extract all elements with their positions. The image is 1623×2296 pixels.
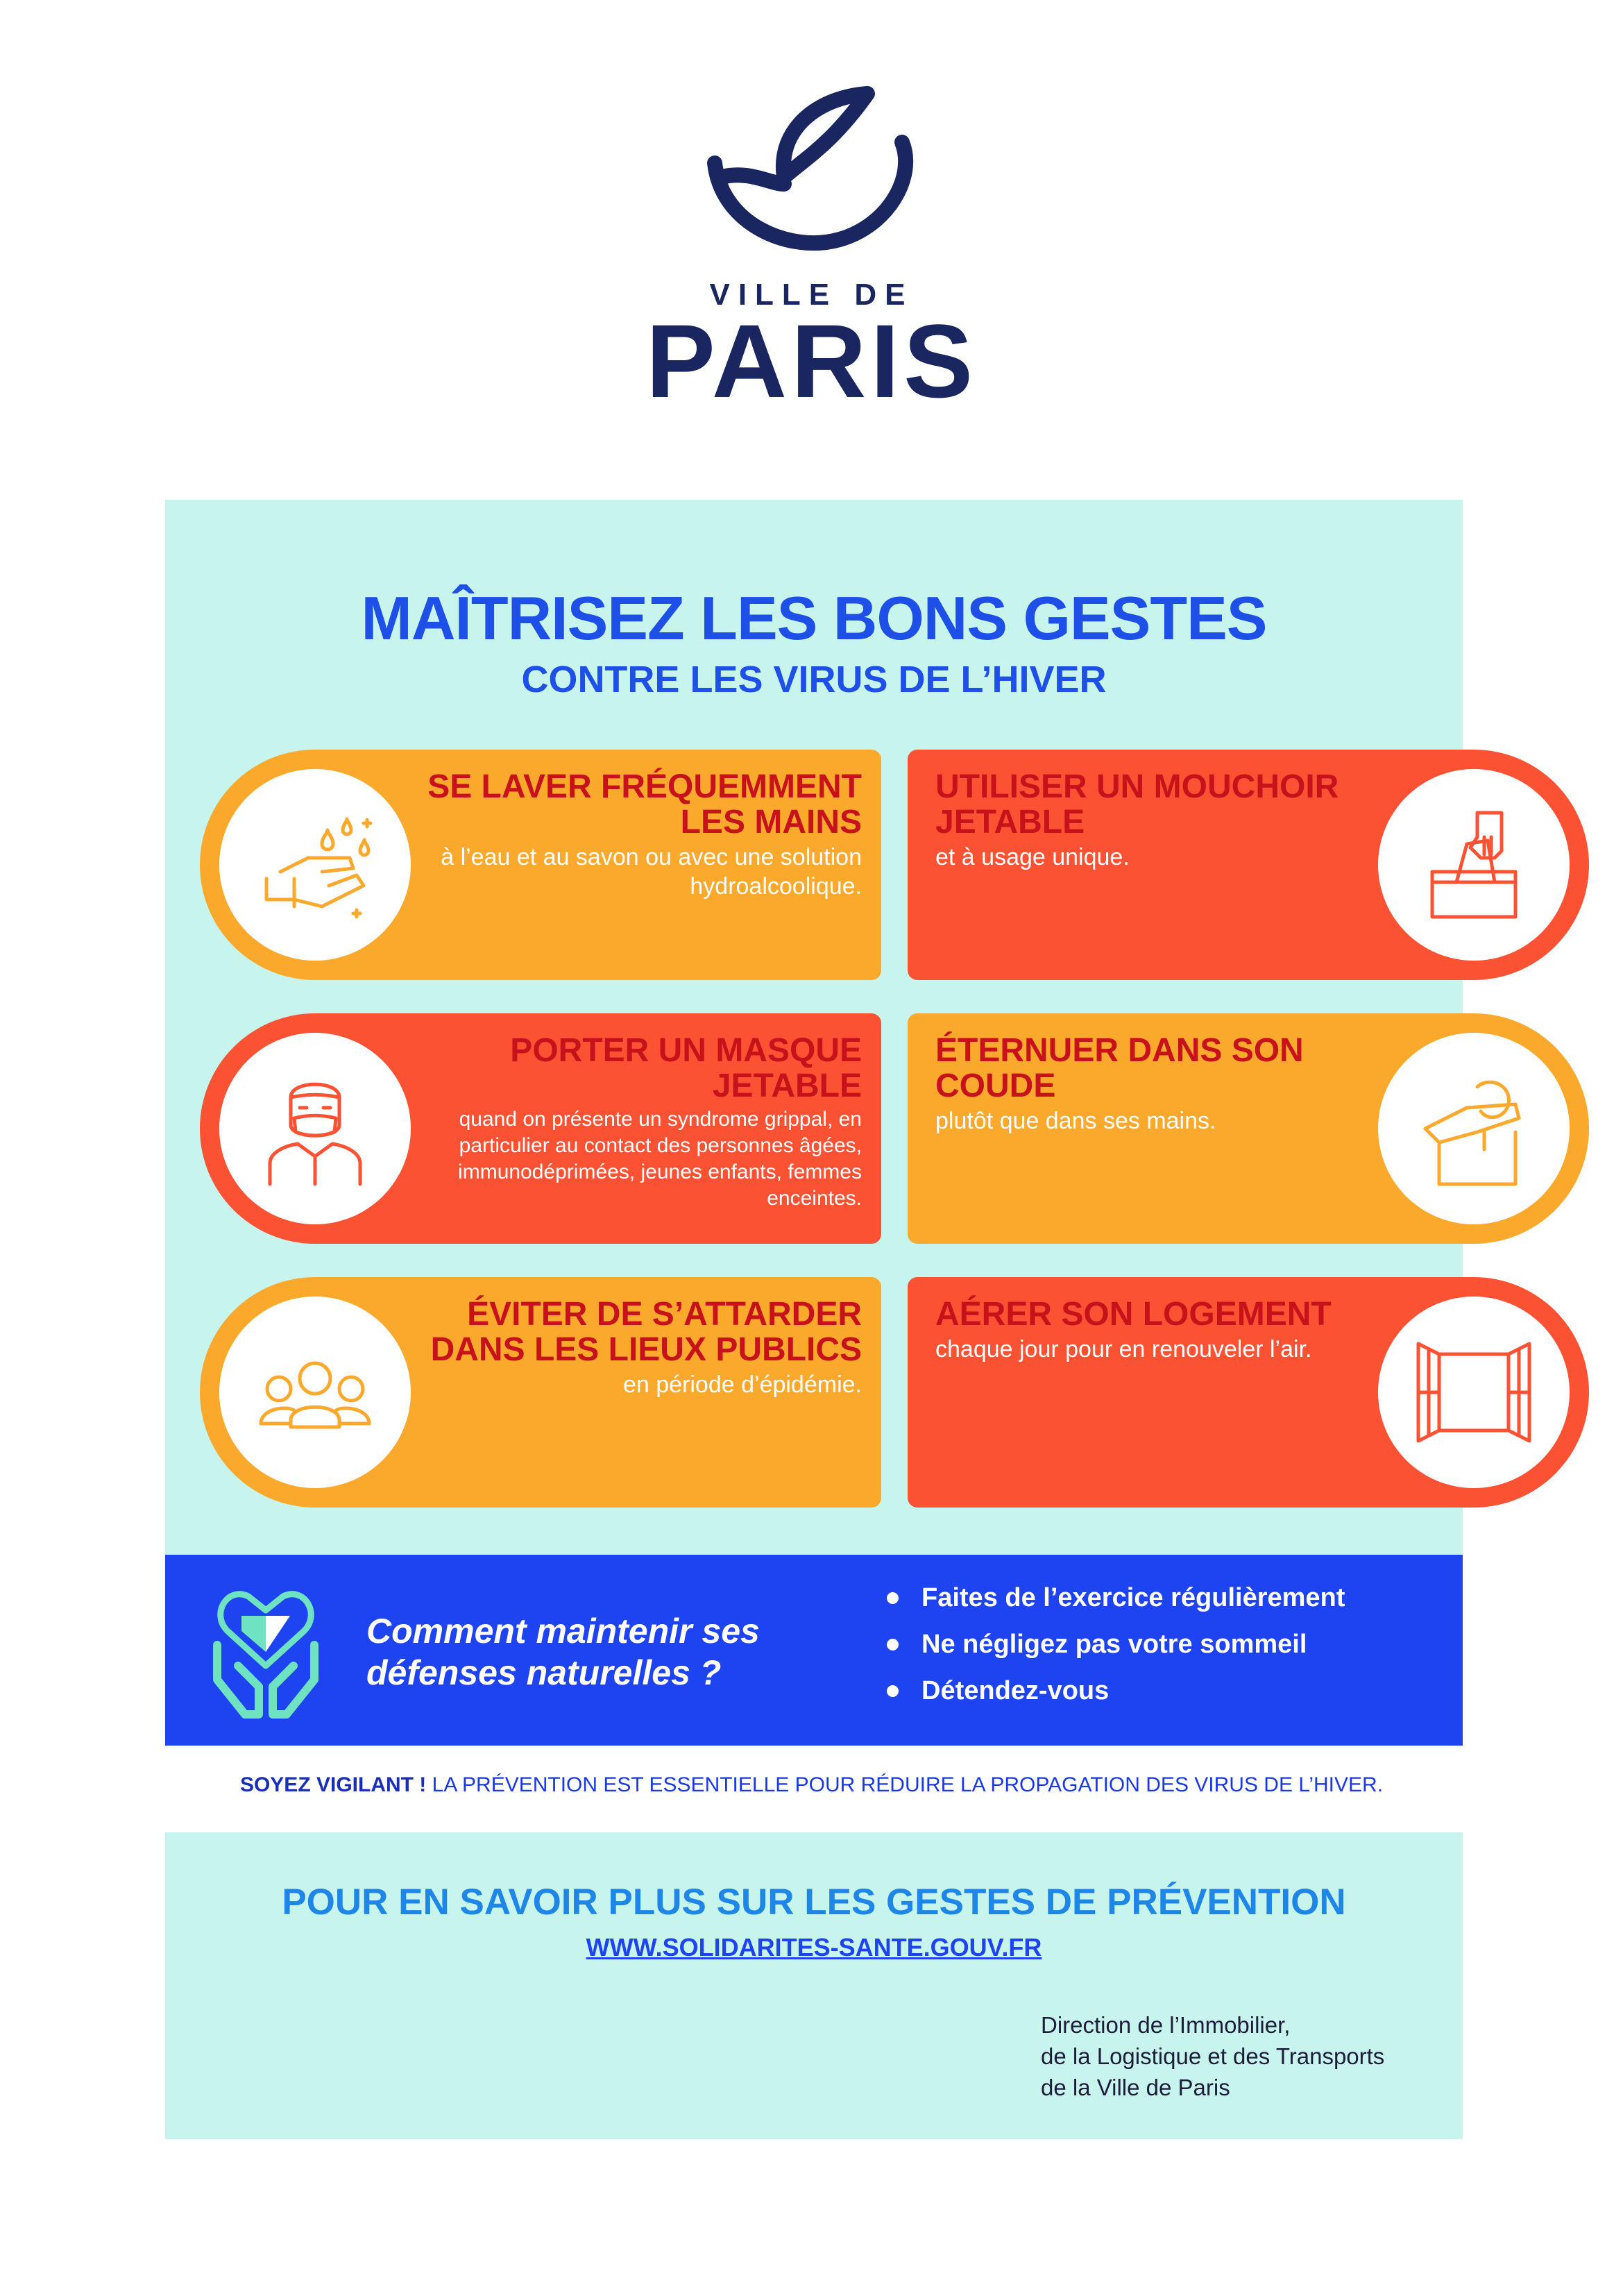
defenses-item: Faites de l’exercice régulièrement: [887, 1584, 1442, 1612]
logo-ville-de: VILLE DE: [709, 278, 914, 312]
hand-washing-icon: [219, 769, 411, 961]
vigilance-text: LA PRÉVENTION EST ESSENTIELLE POUR RÉDUIRE LA PROPAGATION DES VIRUS DE L’HIVER.: [432, 1773, 1384, 1796]
card-heading: PORTER UN MASQUE JETABLE: [510, 1032, 862, 1104]
card-heading: SE LAVER FRÉQUEMMENT LES MAINS: [427, 768, 862, 841]
card-text: [418, 1033, 862, 1212]
solidarites-sante-link[interactable]: WWW.SOLIDARITES-SANTE.GOUV.FR: [586, 1933, 1042, 1961]
defenses-band: [165, 1555, 1463, 1746]
main-subtitle: CONTRE LES VIRUS DE L’HIVER: [521, 659, 1107, 700]
open-window-icon: [1378, 1297, 1570, 1488]
card-text: [935, 1297, 1366, 1364]
defenses-question: Comment maintenir ses défenses naturelles ?: [366, 1612, 760, 1692]
sneeze-elbow-icon: [1378, 1033, 1570, 1224]
credit-line: Direction de l’Immobilier,: [1041, 2012, 1291, 2038]
info-title: POUR EN SAVOIR PLUS SUR LES GESTES DE PRÉVENTION: [282, 1882, 1346, 1923]
gestes-panel: [165, 500, 1463, 1555]
card-wash-hands: [200, 750, 902, 980]
info-panel: [165, 1832, 1463, 2139]
card-heading: AÉRER SON LOGEMENT: [935, 1296, 1332, 1333]
card-mask: [200, 1013, 902, 1244]
card-sneeze: [908, 1013, 1610, 1244]
defenses-item: Ne négligez pas votre sommeil: [887, 1630, 1442, 1658]
card-ventilate: [908, 1277, 1610, 1508]
credit-line: de la Logistique et des Transports: [1041, 2043, 1385, 2069]
credit-block: [1041, 2009, 1457, 2103]
card-text: [418, 769, 862, 901]
card-heading: ÉTERNUER DANS SON COUDE: [935, 1032, 1304, 1104]
ville-de-paris-logo: [694, 80, 930, 267]
card-heading: UTILISER UN MOUCHOIR JETABLE: [935, 768, 1339, 841]
face-mask-icon: [219, 1033, 411, 1224]
card-heading: ÉVITER DE S’ATTARDER DANS LES LIEUX PUBLICS: [430, 1296, 862, 1368]
card-description: à l’eau et au savon ou avec une solution hydroalcoolique.: [441, 844, 862, 900]
vigilance-bold: SOYEZ VIGILANT !: [239, 1773, 427, 1796]
card-description: en période d’épidémie.: [622, 1371, 862, 1398]
main-title: MAÎTRISEZ LES BONS GESTES: [361, 584, 1267, 652]
vigilance-line: [0, 1773, 1623, 1797]
card-description: et à usage unique.: [935, 844, 1130, 870]
card-description: quand on présente un syndrome grippal, en particulier au contact des personnes âgées, immunodéprimées, jeunes enfants, femmes enceintes.: [458, 1108, 862, 1210]
card-tissue: [908, 750, 1610, 980]
heart-hands-icon: [207, 1582, 325, 1721]
card-public-places: [200, 1277, 902, 1508]
card-description: plutôt que dans ses mains.: [935, 1108, 1216, 1134]
defenses-list: [887, 1584, 1442, 1723]
logo-paris: PARIS: [645, 303, 978, 419]
card-text: [935, 1033, 1366, 1136]
card-description: chaque jour pour en renouveler l’air.: [935, 1336, 1312, 1362]
credit-line: de la Ville de Paris: [1041, 2075, 1230, 2100]
tissue-box-icon: [1378, 769, 1570, 961]
defenses-item: Détendez-vous: [887, 1677, 1442, 1705]
crowd-icon: [219, 1297, 411, 1488]
card-text: [935, 769, 1366, 872]
card-text: [418, 1297, 862, 1399]
